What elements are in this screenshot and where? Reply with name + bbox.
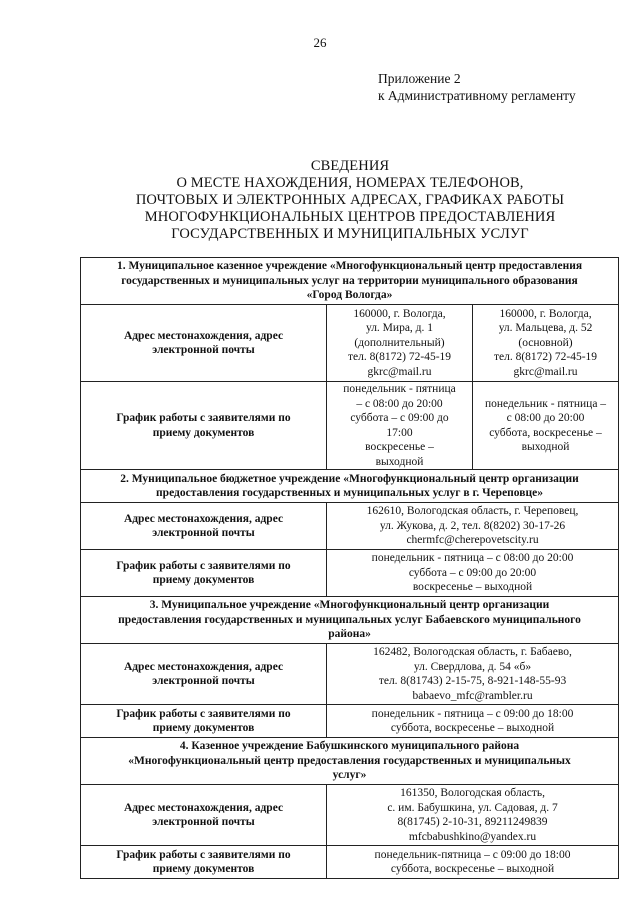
section-header-row: [81, 738, 619, 785]
address-value: 161350, Вологодская область, с. им. Бабушкина, ул. Садовая, д. 7 8(81745) 2-10-31, 89211249839 mfcbabushkino@yandex.ru: [327, 785, 619, 846]
schedule-label: График работы с заявителями по приему документов: [81, 382, 327, 470]
address-label: Адрес местонахождения, адрес электронной почты: [81, 785, 327, 846]
schedule-row: [81, 846, 619, 879]
schedule-row: [81, 705, 619, 738]
address-value-additional: 160000, г. Вологда, ул. Мира, д. 1 (дополнительный) тел. 8(8172) 72-45-19 gkrc@mail.ru: [327, 305, 473, 382]
schedule-row: [81, 550, 619, 597]
institution-title: 1. Муниципальное казенное учреждение «Многофункциональный центр предоставления государственных и муниципальных услуг на территории муниципального образования «Город Вологда»: [81, 258, 619, 305]
schedule-label: График работы с заявителями по приему документов: [81, 705, 327, 738]
section-header-row: [81, 597, 619, 644]
address-label: Адрес местонахождения, адрес электронной почты: [81, 644, 327, 705]
address-row: [81, 503, 619, 550]
appendix-reference: [378, 70, 576, 104]
schedule-row: [81, 382, 619, 470]
schedule-value-additional: понедельник - пятница – с 08:00 до 20:00 суббота – с 09:00 до 17:00 воскресенье – выходной: [327, 382, 473, 470]
address-row: [81, 785, 619, 846]
address-value-main: 160000, г. Вологда, ул. Мальцева, д. 52 (основной) тел. 8(8172) 72-45-19 gkrc@mail.ru: [473, 305, 619, 382]
document-heading: [60, 158, 640, 243]
institution-title: 4. Казенное учреждение Бабушкинского муниципального района «Многофункциональный центр предоставления государственных и муниципальных услуг»: [81, 738, 619, 785]
address-value: 162610, Вологодская область, г. Череповец, ул. Жукова, д. 2, тел. 8(8202) 30-17-26 chermfc@cherepovetscity.ru: [327, 503, 619, 550]
mfc-info-table: [80, 257, 619, 879]
schedule-value: понедельник-пятница – с 09:00 до 18:00 суббота, воскресенье – выходной: [327, 846, 619, 879]
appendix-line: к Административному регламенту: [378, 88, 576, 103]
schedule-value-main: понедельник - пятница – с 08:00 до 20:00 суббота, воскресенье – выходной: [473, 382, 619, 470]
address-row: [81, 305, 619, 382]
page-number: 26: [313, 35, 327, 50]
section-header-row: [81, 258, 619, 305]
appendix-line: Приложение 2: [378, 71, 461, 86]
institution-title: 3. Муниципальное учреждение «Многофункциональный центр организации предоставления государственных и муниципальных услуг Бабаевского муниципального района»: [81, 597, 619, 644]
address-label: Адрес местонахождения, адрес электронной почты: [81, 503, 327, 550]
schedule-value: понедельник - пятница – с 09:00 до 18:00 суббота, воскресенье – выходной: [327, 705, 619, 738]
address-row: [81, 644, 619, 705]
heading-line: ПОЧТОВЫХ И ЭЛЕКТРОННЫХ АДРЕСАХ, ГРАФИКАХ РАБОТЫ: [135, 192, 565, 208]
institution-title: 2. Муниципальное бюджетное учреждение «Многофункциональный центр организации предоставления государственных и муниципальных услуг в г. Череповце»: [81, 470, 619, 503]
address-label: Адрес местонахождения, адрес электронной почты: [81, 305, 327, 382]
address-value: 162482, Вологодская область, г. Бабаево, ул. Свердлова, д. 54 «б» тел. 8(81743) 2-15-75, 8-921-148-55-93 babaevo_mfc@rambler.ru: [327, 644, 619, 705]
heading-line: СВЕДЕНИЯ: [310, 158, 390, 174]
heading-line: О МЕСТЕ НАХОЖДЕНИЯ, НОМЕРАХ ТЕЛЕФОНОВ,: [176, 175, 524, 191]
schedule-label: График работы с заявителями по приему документов: [81, 846, 327, 879]
section-header-row: [81, 470, 619, 503]
schedule-label: График работы с заявителями по приему документов: [81, 550, 327, 597]
schedule-value: понедельник - пятница – с 08:00 до 20:00 суббота – с 09:00 до 20:00 воскресенье – выходной: [327, 550, 619, 597]
heading-line: МНОГОФУНКЦИОНАЛЬНЫХ ЦЕНТРОВ ПРЕДОСТАВЛЕНИЯ: [144, 209, 556, 225]
heading-line: ГОСУДАРСТВЕННЫХ И МУНИЦИПАЛЬНЫХ УСЛУГ: [171, 226, 529, 242]
